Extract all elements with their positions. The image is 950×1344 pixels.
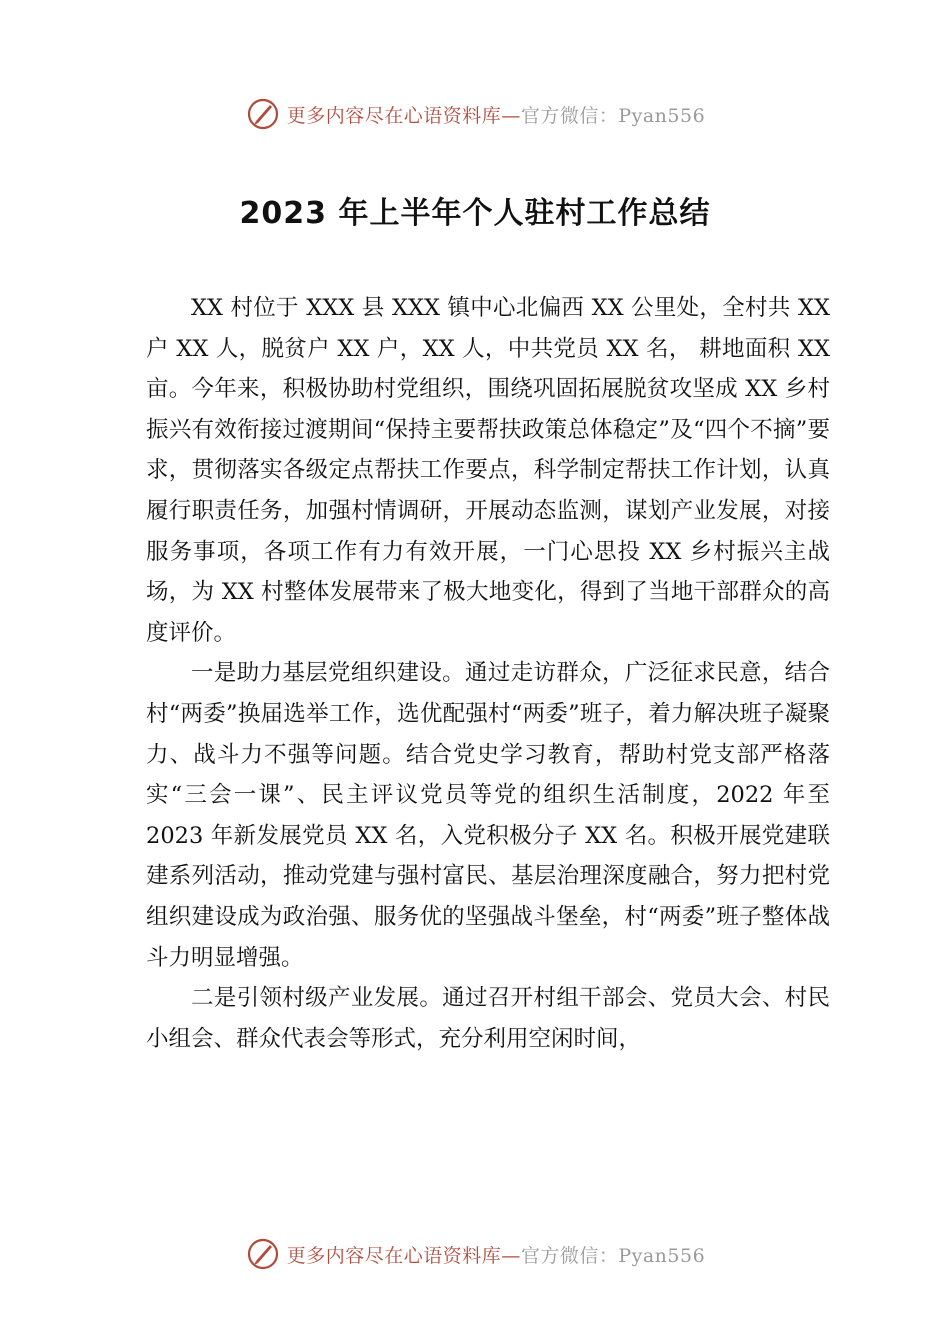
pen-logo-icon [245,1236,281,1272]
document-title: 2023 年上半年个人驻村工作总结 [239,196,711,231]
paragraph-party-building: 一是助力基层党组织建设。通过走访群众，广泛征求民意，结合村“两委”换届选举工作，选优配强村“两委”班子，着力解决班子凝聚力、战斗力不强等问题。结合党史学习教育，帮助村党支部严格落实“三会一课”、民主评议党员等党的组织生活制度，2022 年至 2023 年新发展党员 XX 名，入党积极分子 XX 名。积极开展党建联建系列活动，推动党建与强村富民、基层治理深度融合，努力把村党组织建设成为政治强、服务优的坚强战斗堡垒，村“两委”班子整体战 斗力明显增强。 [146,660,830,971]
watermark-footer [0,1232,950,1276]
watermark-text: 更多内容尽在心语资料库—官方微信：Pyan556 [286,1244,706,1267]
document-body [146,288,830,1059]
watermark-text: 更多内容尽在心语资料库—官方微信：Pyan556 [286,104,706,127]
watermark-header [0,92,950,136]
paragraph-industry: 二是引领村级产业发展。通过召开村组干部会、党员大会、村民小组会、群众代表会等形式，充分利用空闲时间， [146,985,830,1052]
pen-logo-icon [245,96,281,132]
paragraph-intro: XX 村位于 XXX 县 XXX 镇中心北偏西 XX 公里处，全村共 XX 户 XX 人，脱贫户 XX 户，XX 人，中共党员 XX 名， 耕地面积 XX 亩。今年来，积极协助村党组织，围绕巩固拓展脱贫攻坚成 XX 乡村振兴有效衔接过渡期间“保持主要帮扶政策总体稳定”及“四个不摘”要求，贯彻落实各级定点帮扶工作要点，科学制定帮扶工作计划，认真履行职责任务，加强村情调研，开展动态监测，谋划产业发展，对接服务事项，各项工作有力有效开展，一门心思投 XX 乡村振兴主战场，为 XX 村整体发展带来了极大地变化，得到了当地干部群众的高度评价。 [146,295,830,646]
